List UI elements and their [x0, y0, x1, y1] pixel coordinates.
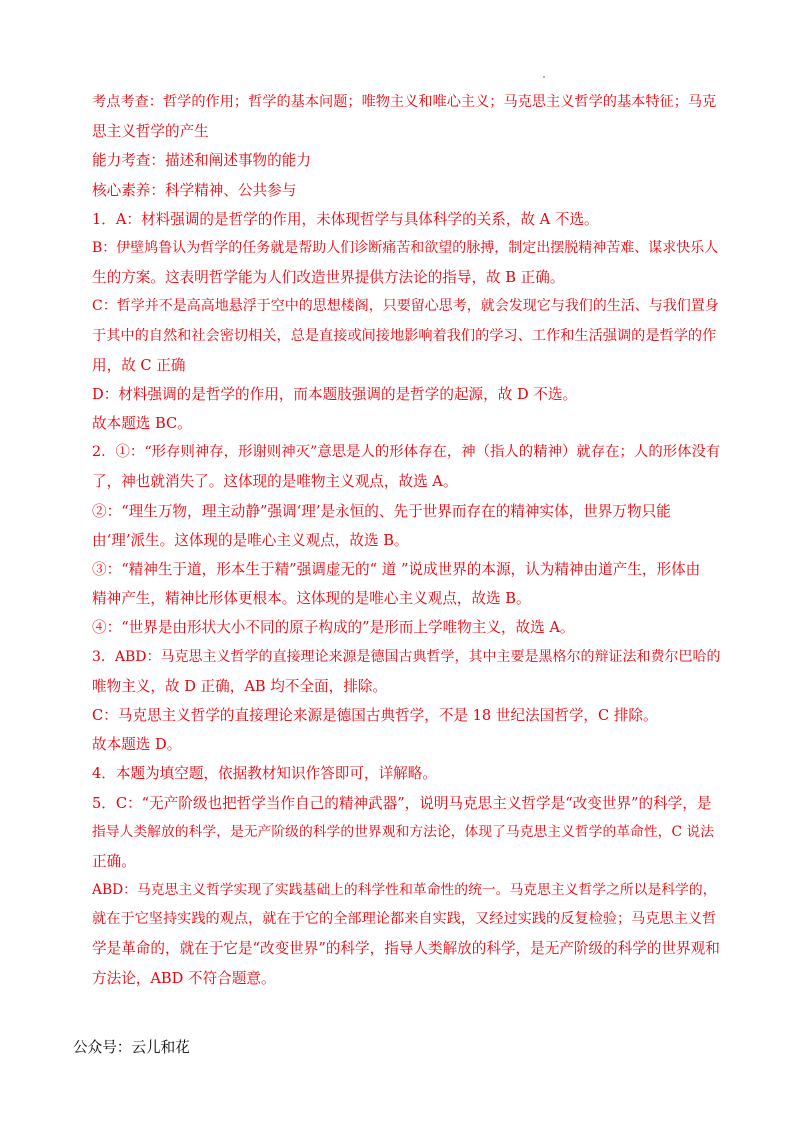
text-line: 学是革命的，就在于它是“改变世界”的科学，指导人类解放的科学，是无产阶级的科学的世界观和 — [92, 940, 720, 958]
text-line: ②：“理生万物，理主动静”强调‘理’是永恒的、先于世界而存在的精神实体，世界万物只能 — [92, 502, 671, 520]
text-line: 5．C：“无产阶级也把哲学当作自己的精神武器”，说明马克思主义哲学是“改变世界”的科学，是 — [92, 794, 712, 812]
text-line: 故本题选 BC。 — [92, 415, 192, 433]
text-line: 3．ABD：马克思主义哲学的直接理论来源是德国古典哲学，其中主要是黑格尔的辩证法和费尔巴哈的 — [92, 648, 721, 665]
text-line: 1．A：材料强调的是哲学的作用，未体现哲学与具体科学的关系，故 A 不选。 — [92, 210, 599, 228]
text-line: 4．本题为填空题，依据教材知识作答即可，详解略。 — [92, 765, 437, 783]
text-line: 了，神也就消失了。这体现的是唯物主义观点，故选 A。 — [92, 473, 458, 491]
text-line: 就在于它坚持实践的观点，就在于它的全部理论都来自实践，又经过实践的反复检验；马克思主义哲 — [92, 911, 717, 928]
text-line: 指导人类解放的科学，是无产阶级的科学的世界观和方法论，体现了马克思主义哲学的革命性，C 说法 — [92, 823, 715, 840]
text-line: 正确。 — [92, 852, 136, 870]
text-line: ④：“世界是由形状大小不同的原子构成的”是形而上学唯物主义，故选 A。 — [92, 619, 575, 637]
text-line: 2．①：“形存则神存，形谢则神灭”意思是人的形体存在，神（指人的精神）就存在；人的形体没有 — [92, 444, 721, 461]
text-line: 唯物主义，故 D 正确，AB 均不全面，排除。 — [92, 677, 387, 695]
text-line: C：哲学并不是高高地悬浮于空中的思想楼阁，只要留心思考，就会发现它与我们的生活、与我们置身 — [92, 298, 719, 315]
footer-watermark: 公众号：云儿和花 — [73, 1039, 190, 1056]
text-line: B：伊壁鸠鲁认为哲学的任务就是帮助人们诊断痛苦和欲望的脉搏，制定出摆脱精神苦难、谋求快乐人 — [92, 239, 719, 256]
text-line: ABD：马克思主义哲学实现了实践基础上的科学性和革命性的统一。马克思主义哲学之所以是科学的， — [92, 882, 717, 899]
text-line: 于其中的自然和社会密切相关，总是直接或间接地影响着我们的学习、工作和生活强调的是哲学的作 — [92, 327, 717, 344]
text-line: 核心素养：科学精神、公共参与 — [92, 181, 297, 199]
text-line: 考点考查：哲学的作用；哲学的基本问题；唯物主义和唯心主义；马克思主义哲学的基本特征；马克 — [92, 94, 717, 110]
text-line: 能力考查：描述和阐述事物的能力 — [92, 152, 311, 170]
text-line: 由‘理’派生。这体现的是唯心主义观点，故选 B。 — [92, 531, 409, 549]
text-line: 故本题选 D。 — [92, 736, 182, 754]
text-line: 生的方案。这表明哲学能为人们改造世界提供方法论的指导，故 B 正确。 — [92, 269, 565, 287]
page-dot — [543, 76, 545, 78]
text-line: ③：“精神生于道，形本生于精”强调虚无的“ 道 ”说成世界的本源，认为精神由道产生，形体由 — [92, 561, 701, 578]
text-line: 思主义哲学的产生 — [92, 123, 209, 141]
text-line: 精神产生，精神比形体更根本。这体现的是唯心主义观点，故选 B。 — [92, 590, 531, 608]
answer-analysis-body — [92, 88, 722, 993]
text-line: 方法论，ABD 不符合题意。 — [92, 969, 276, 987]
text-line: 用，故 C 正确 — [92, 356, 186, 374]
text-line: C：马克思主义哲学的直接理论来源是德国古典哲学，不是 18 世纪法国哲学，C 排除。 — [92, 706, 658, 724]
text-line: D：材料强调的是哲学的作用，而本题肢强调的是哲学的起源，故 D 不选。 — [92, 385, 578, 403]
